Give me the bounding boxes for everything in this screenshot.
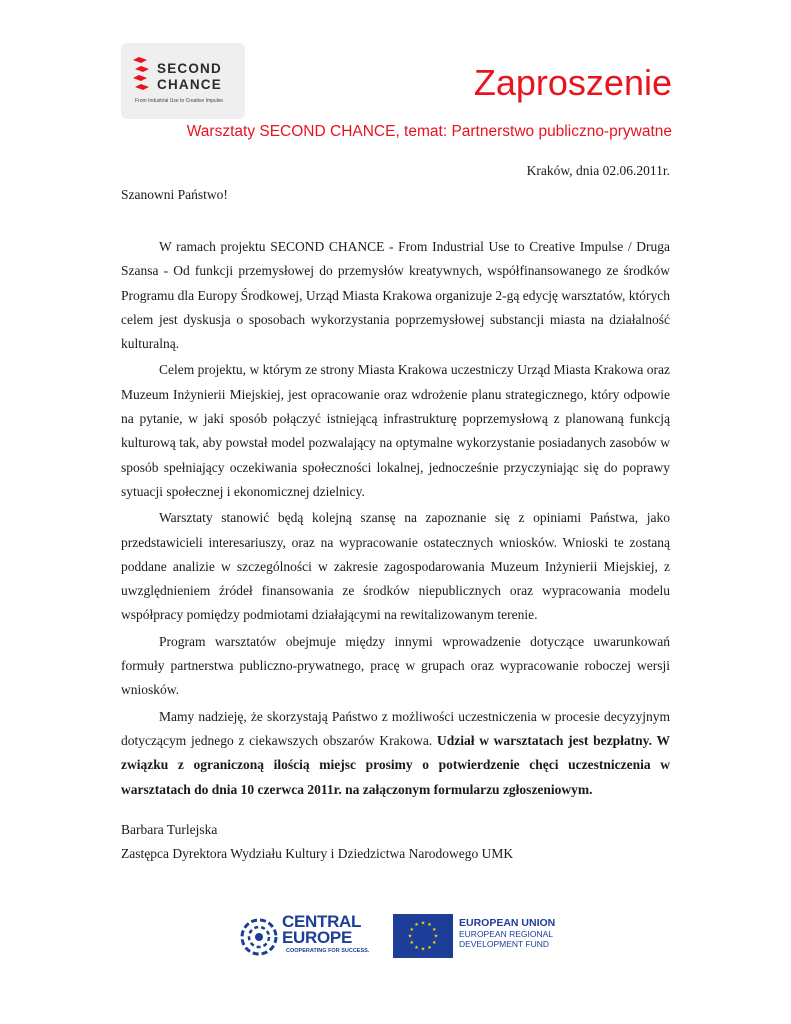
eu-logo bbox=[393, 914, 556, 958]
eu-line-3: DEVELOPMENT FUND bbox=[459, 939, 550, 949]
eu-star-icon: ★ bbox=[414, 945, 419, 951]
logo-tagline: From Industrial Use to Creative Impulse bbox=[135, 98, 224, 104]
signature-name: Barbara Turlejska bbox=[121, 821, 218, 837]
signature-title: Zastępca Dyrektora Wydziału Kultury i Dziedzictwa Narodowego UMK bbox=[121, 846, 514, 862]
eu-line-2: EUROPEAN REGIONAL bbox=[459, 929, 553, 939]
letter-greeting: Szanowni Państwo! bbox=[121, 187, 228, 202]
eu-star-icon: ★ bbox=[432, 928, 437, 933]
final-paragraph-bold: Udział w warsztatach jest bezpłatny. W związku z ograniczoną ilością miejsc prosimy o potwierdzenie chęci uczestniczenia w warsztatach do dnia 10 czerwca 2011r. na załączonym formularzu zgłoszeniowym. bbox=[121, 732, 671, 797]
letter-date: Kraków, dnia 02.06.2011r. bbox=[526, 163, 670, 178]
signature-block bbox=[121, 818, 670, 867]
footer-logos bbox=[236, 912, 556, 962]
eu-star-icon: ★ bbox=[420, 921, 426, 927]
logo-line-1: SECOND bbox=[157, 61, 222, 76]
eu-star-icon: ★ bbox=[432, 941, 437, 946]
ce-line-1: CENTRAL bbox=[282, 912, 362, 931]
final-paragraph-plain: Mamy nadzieję, że skorzystają Państwo z możliwości uczestniczenia w procesie decyzyjnym dotyczącym jednego z ciekawszych obszarów Krakowa. bbox=[121, 708, 670, 748]
eu-star-icon: ★ bbox=[409, 941, 414, 946]
eu-star-icon: ★ bbox=[433, 934, 439, 940]
second-chance-logo-text bbox=[157, 61, 222, 93]
eu-star-icon: ★ bbox=[414, 923, 419, 929]
body-paragraph: Celem projektu, w którym ze strony Miasta Krakowa uczestniczy Urząd Miasta Krakowa oraz Muzeum Inżynierii Miejskiej, jest opracowanie oraz wdrożenie planu strategicznego, który odpowie na pytanie, w jaki sposób połączyć istniejącą infrastrukturę poprzemysłową z planowaną funkcją kulturową tak, aby powstał model pozwalający na optymalne wykorzystanie posiadanych zasobów w sposób spełniający oczekiwania społeczności lokalnej, jednocześnie przyczyniając się do poprawy sytuacji społecznej i ekonomicznej dzielnicy. bbox=[121, 362, 670, 499]
eu-star-icon: ★ bbox=[409, 928, 414, 933]
body-paragraph: Program warsztatów obejmuje między innymi wprowadzenie dotyczące uwarunkowań formuły partnerstwa publiczno-prywatnego, pracę w grupach oraz wypracowanie roboczej wersji wniosków. bbox=[121, 633, 670, 698]
second-chance-mark-icon bbox=[133, 57, 153, 91]
letter-body bbox=[121, 235, 670, 866]
document-title: Zaproszenie bbox=[473, 62, 672, 103]
document-subtitle: Warsztaty SECOND CHANCE, temat: Partnerstwo publiczno-prywatne bbox=[186, 123, 672, 140]
body-paragraph-final bbox=[121, 705, 670, 802]
eu-star-icon: ★ bbox=[427, 923, 432, 929]
central-europe-logo bbox=[236, 912, 386, 962]
central-europe-name bbox=[282, 914, 361, 946]
eu-star-icon: ★ bbox=[420, 947, 426, 953]
second-chance-logo bbox=[121, 43, 245, 119]
eu-star-icon: ★ bbox=[427, 945, 432, 951]
eu-star-icon: ★ bbox=[407, 934, 413, 940]
body-paragraph: W ramach projektu SECOND CHANCE - From Industrial Use to Creative Impulse / Druga Szansa - Od funkcji przemysłowej do przemysłów kreatywnych, współfinansowanego ze środków Programu dla Europy Środkowej, Urząd Miasta Krakowa organizuje 2-gą edycję warsztatów, których celem jest dyskusja o sposobach wykorzystania poprzemysłowej substancji miasta na działalność kulturalną. bbox=[121, 239, 670, 352]
ce-tagline: COOPERATING FOR SUCCESS. bbox=[286, 948, 370, 954]
eu-line-1: EUROPEAN UNION bbox=[459, 917, 556, 929]
eu-text bbox=[459, 917, 555, 949]
body-paragraph: Warsztaty stanowić będą kolejną szansę na zapoznanie się z opiniami Państwa, jako przedstawicieli interesariuszy, oraz na wypracowanie ostatecznych wniosków. Wnioski te zostaną poddane analizie w szczególności w zakresie zagospodarowania Muzeum Inżynierii Miejskiej, z uwzględnieniem źródeł finansowania ze środków niepublicznych oraz wypracowania modelu współpracy pomiędzy podmiotami działającymi na rewitalizowanym terenie. bbox=[121, 510, 670, 623]
ce-line-2: EUROPE bbox=[282, 928, 352, 947]
logo-line-2: CHANCE bbox=[157, 77, 222, 92]
eu-flag-icon bbox=[393, 914, 453, 958]
globe-icon bbox=[240, 918, 278, 956]
